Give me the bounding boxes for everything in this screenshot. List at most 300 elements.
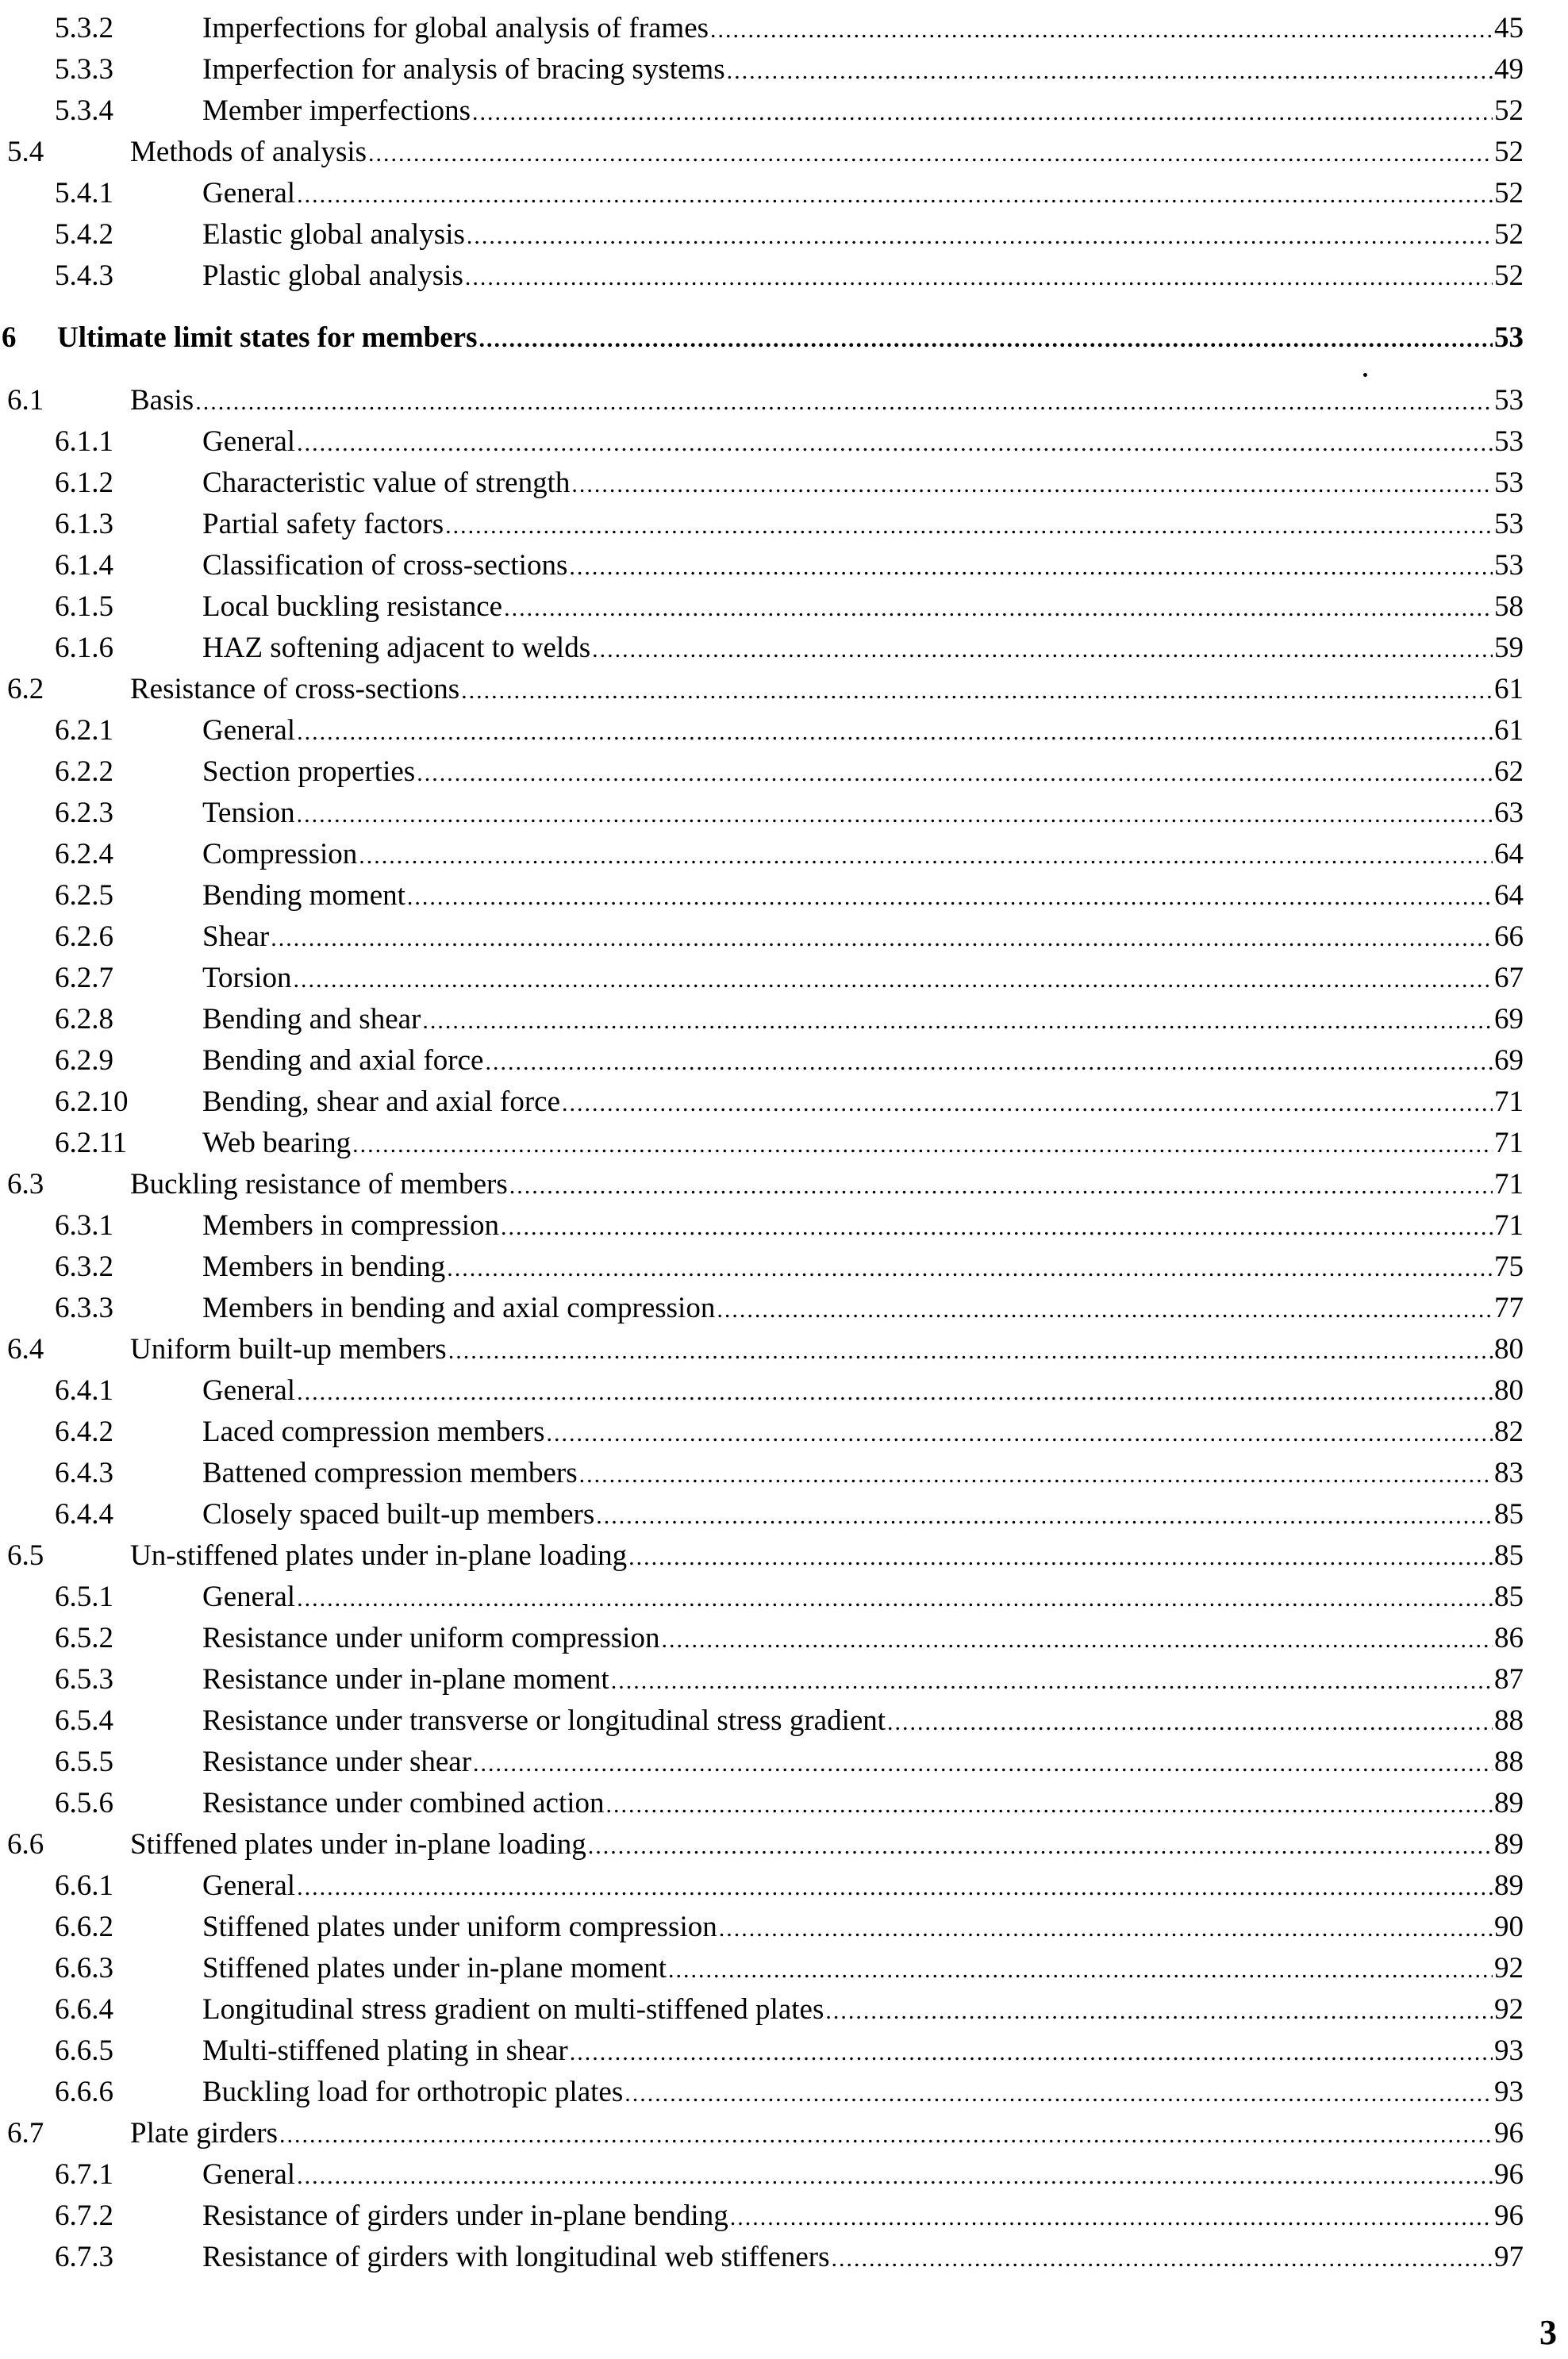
toc-entry-title-line <box>202 173 1524 216</box>
toc-subsection-entry[interactable] <box>0 545 1568 586</box>
toc-subsection-entry[interactable] <box>0 1412 1568 1453</box>
toc-entry-title-line <box>202 1082 1524 1124</box>
toc-entry-title-line <box>202 999 1524 1042</box>
dot-leader <box>465 257 1493 298</box>
toc-entry-title-line <box>130 1824 1524 1867</box>
dot-leader <box>661 1619 1493 1661</box>
dot-leader <box>625 2073 1493 2115</box>
toc-entry-title: Battened compression members <box>202 1453 579 1494</box>
toc-section-entry[interactable] <box>0 380 1568 421</box>
toc-entry-title-line <box>57 317 1524 360</box>
toc-entry-title: Bending moment <box>202 875 407 916</box>
toc-entry-number: 6.7.1 <box>55 2158 113 2191</box>
toc-subsection-entry[interactable] <box>0 834 1568 875</box>
toc-entry-title: Resistance under uniform compression <box>202 1618 661 1659</box>
toc-entry-title: Plate girders <box>130 2113 279 2154</box>
toc-subsection-entry[interactable] <box>0 1040 1568 1082</box>
toc-entry-title-line <box>202 2237 1524 2280</box>
dot-leader <box>832 2238 1493 2280</box>
toc-entry-number: 6.5.3 <box>55 1663 113 1696</box>
toc-entry-number: 5.3.4 <box>55 94 113 127</box>
toc-entry-number: 6.2.8 <box>55 1003 113 1035</box>
dot-leader <box>562 1083 1493 1124</box>
dot-leader <box>606 1785 1493 1826</box>
toc-entry-number: 6.7.3 <box>55 2241 113 2273</box>
dot-leader <box>467 216 1493 257</box>
toc-entry-page: 93 <box>1493 2031 1524 2072</box>
toc-entry-number: 5.3.3 <box>55 53 113 86</box>
toc-entry-page: 88 <box>1493 1700 1524 1742</box>
dot-leader <box>730 2197 1493 2238</box>
toc-entry-number: 6.5 <box>7 1539 44 1572</box>
dot-leader <box>297 423 1493 464</box>
toc-subsection-entry[interactable] <box>0 1247 1568 1288</box>
dot-leader <box>887 1702 1493 1743</box>
dot-leader <box>297 794 1493 836</box>
toc-entry-page: 53 <box>1493 504 1524 545</box>
dot-leader <box>448 1331 1493 1372</box>
toc-entry-title-line <box>130 132 1524 175</box>
toc-subsection-entry[interactable] <box>0 793 1568 834</box>
toc-entry-title-line <box>202 1577 1524 1619</box>
toc-section-entry[interactable] <box>0 1535 1568 1577</box>
toc-entry-title-line <box>202 1247 1524 1289</box>
toc-entry-number: 6.6.4 <box>55 1993 113 2026</box>
toc-entry-page: 86 <box>1493 1618 1524 1659</box>
toc-entry-page: 69 <box>1493 1040 1524 1082</box>
dot-leader <box>422 1001 1493 1042</box>
toc-subsection-entry[interactable] <box>0 586 1568 628</box>
toc-entry-title-line <box>202 90 1524 133</box>
toc-entry-title-line <box>202 1040 1524 1083</box>
dot-leader <box>473 1743 1493 1785</box>
toc-entry-number: 6.3 <box>7 1168 44 1201</box>
toc-subsection-entry[interactable] <box>0 1205 1568 1247</box>
toc-section-entry[interactable] <box>0 2113 1568 2154</box>
toc-section-entry[interactable] <box>0 1329 1568 1370</box>
toc-entry-page: 87 <box>1493 1659 1524 1700</box>
toc-entry-number: 6.1.4 <box>55 549 113 582</box>
toc-entry-title: General <box>202 173 297 214</box>
toc-entry-title-line <box>202 255 1524 298</box>
toc-entry-title-line <box>202 214 1524 257</box>
toc-entry-title: Resistance under in-plane moment <box>202 1659 611 1700</box>
toc-entry-number: 6.7.2 <box>55 2200 113 2232</box>
toc-entry-title: Stiffened plates under in-plane moment <box>202 1948 668 1989</box>
toc-entry-title-line <box>202 2072 1524 2115</box>
toc-entry-number: 6.3.1 <box>55 1209 113 1242</box>
toc-entry-title: General <box>202 1865 297 1907</box>
toc-entry-title: Resistance under shear <box>202 1742 473 1783</box>
toc-entry-page: 75 <box>1493 1247 1524 1288</box>
toc-subsection-entry[interactable] <box>0 628 1568 669</box>
dot-leader <box>579 1454 1493 1496</box>
toc-entry-number: 6.5.6 <box>55 1787 113 1819</box>
toc-entry-page: 53 <box>1493 380 1524 421</box>
toc-section-entry[interactable] <box>0 1164 1568 1205</box>
toc-entry-number: 6.1.1 <box>55 425 113 458</box>
toc-entry-title: Tension <box>202 793 297 834</box>
toc-entry-title: Ultimate limit states for members <box>57 317 478 359</box>
toc-entry-page: 52 <box>1493 90 1524 132</box>
toc-entry-page: 85 <box>1493 1577 1524 1618</box>
toc-entry-title: Buckling load for orthotropic plates <box>202 2072 625 2113</box>
toc-entry-page: 97 <box>1493 2237 1524 2278</box>
dot-leader <box>570 2032 1493 2073</box>
toc-subsection-entry[interactable] <box>0 1123 1568 1164</box>
toc-entry-title-line <box>202 586 1524 629</box>
toc-entry-title-line <box>202 2196 1524 2238</box>
toc-entry-page: 58 <box>1493 586 1524 628</box>
toc-entry-title: HAZ softening adjacent to welds <box>202 628 592 669</box>
toc-entry-title-line <box>130 1164 1524 1207</box>
dot-leader <box>611 1661 1493 1702</box>
toc-entry-title-line <box>202 1370 1524 1413</box>
toc-entry-number: 6.2.6 <box>55 920 113 953</box>
toc-entry-number: 6.2.5 <box>55 879 113 912</box>
dot-leader <box>571 464 1493 505</box>
toc-entry-number: 6.1.5 <box>55 590 113 623</box>
toc-entry-page: 96 <box>1493 2154 1524 2196</box>
toc-entry-title-line <box>202 8 1524 51</box>
toc-entry-page: 82 <box>1493 1412 1524 1453</box>
toc-entry-number: 6.6.2 <box>55 1911 113 1943</box>
toc-entry-number: 6.4.3 <box>55 1457 113 1489</box>
toc-entry-page: 49 <box>1493 49 1524 90</box>
toc-subsection-entry[interactable] <box>0 1453 1568 1494</box>
toc-entry-title: Resistance of cross-sections <box>130 669 461 710</box>
toc-entry-page: 88 <box>1493 1742 1524 1783</box>
toc-entry-title-line <box>130 1329 1524 1372</box>
dot-leader <box>271 918 1493 959</box>
toc-entry-number: 6.4.1 <box>55 1374 113 1407</box>
dot-leader <box>297 1867 1493 1908</box>
dot-leader <box>407 877 1493 918</box>
toc-subsection-entry[interactable] <box>0 1659 1568 1700</box>
toc-entry-title-line <box>130 2113 1524 2156</box>
toc-entry-title: Bending, shear and axial force <box>202 1082 562 1123</box>
toc-section-entry[interactable] <box>0 132 1568 173</box>
dot-leader <box>668 1950 1493 1991</box>
toc-entry-title: Torsion <box>202 958 294 999</box>
toc-chapter-entry[interactable] <box>0 317 1568 359</box>
toc-entry-number: 6.5.2 <box>55 1622 113 1654</box>
toc-entry-title: General <box>202 1370 297 1412</box>
toc-entry-number: 6 <box>2 321 17 354</box>
toc-section-entry[interactable] <box>0 669 1568 710</box>
toc-entry-title: Compression <box>202 834 359 875</box>
toc-entry-number: 5.4.2 <box>55 218 113 251</box>
dot-leader <box>445 505 1493 547</box>
toc-entry-number: 6.2.9 <box>55 1044 113 1077</box>
toc-entry-title-line <box>202 875 1524 918</box>
dot-leader <box>509 1166 1493 1207</box>
toc-entry-title: General <box>202 710 297 751</box>
dot-leader <box>710 10 1493 51</box>
toc-entry-title-line <box>202 1948 1524 1991</box>
dot-leader <box>478 319 1493 360</box>
toc-entry-number: 5.3.2 <box>55 12 113 44</box>
toc-entry-page: 45 <box>1493 8 1524 49</box>
toc-subsection-entry[interactable] <box>0 1865 1568 1907</box>
toc-entry-page: 77 <box>1493 1288 1524 1329</box>
toc-entry-title: Stiffened plates under uniform compression <box>202 1907 719 1948</box>
dot-leader <box>569 547 1493 588</box>
toc-subsection-entry[interactable] <box>0 2196 1568 2237</box>
toc-entry-number: 6.2 <box>7 673 44 705</box>
toc-entry-number: 5.4 <box>7 136 44 168</box>
toc-entry-page: 66 <box>1493 916 1524 958</box>
toc-entry-title: Longitudinal stress gradient on multi-stiffened plates <box>202 1989 825 2031</box>
toc-subsection-entry[interactable] <box>0 2237 1568 2278</box>
toc-entry-title-line <box>130 380 1524 423</box>
toc-subsection-entry[interactable] <box>0 1082 1568 1123</box>
toc-entry-title: Closely spaced built-up members <box>202 1494 596 1535</box>
toc-entry-title: Uniform built-up members <box>130 1329 448 1370</box>
toc-entry-page: 71 <box>1493 1123 1524 1164</box>
toc-subsection-entry[interactable] <box>0 1948 1568 1989</box>
toc-entry-page: 96 <box>1493 2113 1524 2154</box>
toc-entry-page: 96 <box>1493 2196 1524 2237</box>
toc-entry-number: 6.3.2 <box>55 1251 113 1283</box>
toc-entry-title-line <box>202 834 1524 877</box>
toc-subsection-entry[interactable] <box>0 1989 1568 2031</box>
toc-entry-title: Partial safety factors <box>202 504 445 545</box>
dot-leader <box>447 1248 1493 1289</box>
toc-entry-title: Local buckling resistance <box>202 586 504 628</box>
toc-entry-number: 6.1 <box>7 384 44 417</box>
toc-subsection-entry[interactable] <box>0 214 1568 255</box>
toc-entry-number: 6.5.4 <box>55 1704 113 1737</box>
toc-entry-title: Bending and shear <box>202 999 422 1040</box>
toc-entry-number: 6.5.5 <box>55 1746 113 1778</box>
toc-subsection-entry[interactable] <box>0 2031 1568 2072</box>
toc-entry-title-line <box>202 1288 1524 1331</box>
toc-entry-page: 80 <box>1493 1329 1524 1370</box>
toc-subsection-entry[interactable] <box>0 751 1568 793</box>
toc-subsection-entry[interactable] <box>0 504 1568 545</box>
dot-leader <box>588 1826 1493 1867</box>
toc-entry-title: Section properties <box>202 751 417 793</box>
toc-entry-title: Characteristic value of strength <box>202 463 571 504</box>
toc-entry-page: 61 <box>1493 710 1524 751</box>
toc-subsection-entry[interactable] <box>0 421 1568 463</box>
toc-entry-title-line <box>202 1618 1524 1661</box>
toc-entry-title: Laced compression members <box>202 1412 547 1453</box>
toc-entry-page: 89 <box>1493 1865 1524 1907</box>
toc-entry-title-line <box>202 1494 1524 1537</box>
toc-entry-page: 52 <box>1493 132 1524 173</box>
toc-entry-page: 53 <box>1493 463 1524 504</box>
toc-entry-title-line <box>202 1865 1524 1908</box>
toc-entry-title: Classification of cross-sections <box>202 545 569 586</box>
toc-entry-page: 89 <box>1493 1824 1524 1865</box>
toc-entry-title-line <box>202 710 1524 753</box>
toc-subsection-entry[interactable] <box>0 1494 1568 1535</box>
toc-entry-page: 85 <box>1493 1494 1524 1535</box>
toc-entry-title: Methods of analysis <box>130 132 368 173</box>
dot-leader <box>297 1578 1493 1619</box>
toc-entry-title-line <box>202 1123 1524 1166</box>
toc-subsection-entry[interactable] <box>0 916 1568 958</box>
toc-entry-number: 6.3.3 <box>55 1292 113 1324</box>
toc-entry-title-line <box>202 628 1524 670</box>
toc-entry-title: Members in compression <box>202 1205 501 1247</box>
toc-entry-title-line <box>202 1783 1524 1826</box>
toc-subsection-entry[interactable] <box>0 1288 1568 1329</box>
toc-entry-title: Multi-stiffened plating in shear <box>202 2031 570 2072</box>
dot-leader <box>472 92 1493 133</box>
toc-entry-title-line <box>202 958 1524 1001</box>
toc-entry-page: 52 <box>1493 173 1524 214</box>
toc-entry-page: 52 <box>1493 214 1524 255</box>
toc-subsection-entry[interactable] <box>0 710 1568 751</box>
toc-subsection-entry[interactable] <box>0 1907 1568 1948</box>
toc-entry-page: 67 <box>1493 958 1524 999</box>
toc-entry-number: 6.4.4 <box>55 1498 113 1531</box>
dot-leader <box>297 712 1493 753</box>
toc-subsection-entry[interactable] <box>0 999 1568 1040</box>
toc-entry-title: Resistance under transverse or longitudinal stress gradient <box>202 1700 887 1742</box>
dot-leader <box>461 670 1493 712</box>
toc-entry-title-line <box>202 1659 1524 1702</box>
toc-entry-number: 5.4.1 <box>55 177 113 209</box>
toc-subsection-entry[interactable] <box>0 1618 1568 1659</box>
toc-entry-title: Resistance of girders under in-plane bending <box>202 2196 730 2237</box>
toc-entry-title: Member imperfections <box>202 90 472 132</box>
toc-entry-title: General <box>202 1577 297 1618</box>
toc-entry-title-line <box>202 1205 1524 1248</box>
toc-entry-title-line <box>130 1535 1524 1578</box>
toc-entry-title: Members in bending and axial compression <box>202 1288 717 1329</box>
toc-entry-page: 92 <box>1493 1948 1524 1989</box>
toc-entry-title-line <box>202 1453 1524 1496</box>
toc-subsection-entry[interactable] <box>0 1783 1568 1824</box>
dot-leader <box>592 629 1493 670</box>
dot-leader <box>352 1124 1493 1166</box>
toc-entry-page: 71 <box>1493 1205 1524 1247</box>
toc-subsection-entry[interactable] <box>0 8 1568 49</box>
toc-entry-page: 63 <box>1493 793 1524 834</box>
toc-subsection-entry[interactable] <box>0 463 1568 504</box>
dot-leader <box>547 1413 1493 1454</box>
toc-entry-title-line <box>202 1989 1524 2032</box>
toc-entry-page: 69 <box>1493 999 1524 1040</box>
toc-entry-page: 61 <box>1493 669 1524 710</box>
toc-entry-page: 93 <box>1493 2072 1524 2113</box>
toc-subsection-entry[interactable] <box>0 173 1568 214</box>
toc-entry-title-line <box>202 2154 1524 2197</box>
toc-entry-title: Stiffened plates under in-plane loading <box>130 1824 588 1865</box>
toc-section-entry[interactable] <box>0 1824 1568 1865</box>
toc-entry-page: 53 <box>1493 317 1524 359</box>
dot-leader <box>504 588 1493 629</box>
toc-entry-page: 71 <box>1493 1082 1524 1123</box>
toc-entry-title: General <box>202 421 297 463</box>
toc-entry-title: Members in bending <box>202 1247 447 1288</box>
dot-leader <box>297 2156 1493 2197</box>
dot-leader <box>294 959 1493 1001</box>
dot-leader <box>297 1372 1493 1413</box>
toc-subsection-entry[interactable] <box>0 49 1568 90</box>
toc-subsection-entry[interactable] <box>0 255 1568 297</box>
toc-entry-page: 89 <box>1493 1783 1524 1824</box>
toc-entry-title-line <box>202 49 1524 92</box>
dot-leader <box>297 175 1493 216</box>
toc-entry-number: 6.4.2 <box>55 1416 113 1448</box>
toc-subsection-entry[interactable] <box>0 90 1568 132</box>
dot-leader <box>417 753 1493 794</box>
toc-subsection-entry[interactable] <box>0 1577 1568 1618</box>
toc-entry-title-line <box>202 1742 1524 1785</box>
toc-entry-title-line <box>202 1412 1524 1454</box>
toc-entry-number: 6.5.1 <box>55 1581 113 1613</box>
toc-entry-page: 59 <box>1493 628 1524 669</box>
toc-entry-number: 6.1.6 <box>55 632 113 664</box>
toc-entry-title: Web bearing <box>202 1123 352 1164</box>
toc-subsection-entry[interactable] <box>0 1700 1568 1742</box>
dot-leader <box>485 1042 1493 1083</box>
toc-entry-number: 6.6.1 <box>55 1869 113 1902</box>
toc-entry-title: Plastic global analysis <box>202 255 465 297</box>
toc-entry-number: 6.6.6 <box>55 2076 113 2108</box>
toc-entry-title: Elastic global analysis <box>202 214 467 255</box>
toc-entry-page: 64 <box>1493 834 1524 875</box>
toc-entry-number: 6.2.4 <box>55 838 113 870</box>
toc-subsection-entry[interactable] <box>0 1742 1568 1783</box>
toc-entry-title-line <box>202 1907 1524 1950</box>
toc-entry-title-line <box>202 504 1524 547</box>
toc-subsection-entry[interactable] <box>0 2154 1568 2196</box>
toc-entry-page: 53 <box>1493 421 1524 463</box>
toc-entry-number: 6.6 <box>7 1828 44 1861</box>
toc-entry-title-line <box>202 545 1524 588</box>
toc-subsection-entry[interactable] <box>0 2072 1568 2113</box>
toc-entry-title: Imperfections for global analysis of frames <box>202 8 710 49</box>
toc-subsection-entry[interactable] <box>0 958 1568 999</box>
page-number: 3 <box>1539 2313 1557 2352</box>
toc-entry-title-line <box>202 793 1524 836</box>
dot-leader <box>596 1496 1493 1537</box>
dot-leader <box>717 1289 1493 1331</box>
dot-leader <box>195 382 1493 423</box>
stray-mark <box>1363 373 1367 377</box>
dot-leader <box>359 836 1493 877</box>
toc-entry-title: Un-stiffened plates under in-plane loading <box>130 1535 628 1577</box>
toc-entry-number: 6.2.7 <box>55 962 113 994</box>
toc-entry-number: 6.2.10 <box>55 1085 129 1118</box>
toc-entry-title: Bending and axial force <box>202 1040 485 1082</box>
toc-entry-title-line <box>202 421 1524 464</box>
toc-entry-number: 6.1.2 <box>55 467 113 499</box>
toc-entry-number: 6.1.3 <box>55 508 113 540</box>
toc-entry-title: Buckling resistance of members <box>130 1164 509 1205</box>
toc-entry-page: 64 <box>1493 875 1524 916</box>
toc-entry-number: 6.2.11 <box>55 1127 128 1159</box>
toc-subsection-entry[interactable] <box>0 875 1568 916</box>
toc-entry-number: 6.2.1 <box>55 714 113 747</box>
toc-entry-title-line <box>202 751 1524 794</box>
dot-leader <box>719 1908 1493 1950</box>
toc-entry-title-line <box>130 669 1524 712</box>
toc-subsection-entry[interactable] <box>0 1370 1568 1412</box>
toc-entry-page: 92 <box>1493 1989 1524 2031</box>
toc-entry-title-line <box>202 463 1524 505</box>
toc-entry-title-line <box>202 2031 1524 2073</box>
toc-entry-number: 6.7 <box>7 2117 44 2150</box>
dot-leader <box>368 133 1493 175</box>
toc-entry-number: 6.2.2 <box>55 755 113 788</box>
